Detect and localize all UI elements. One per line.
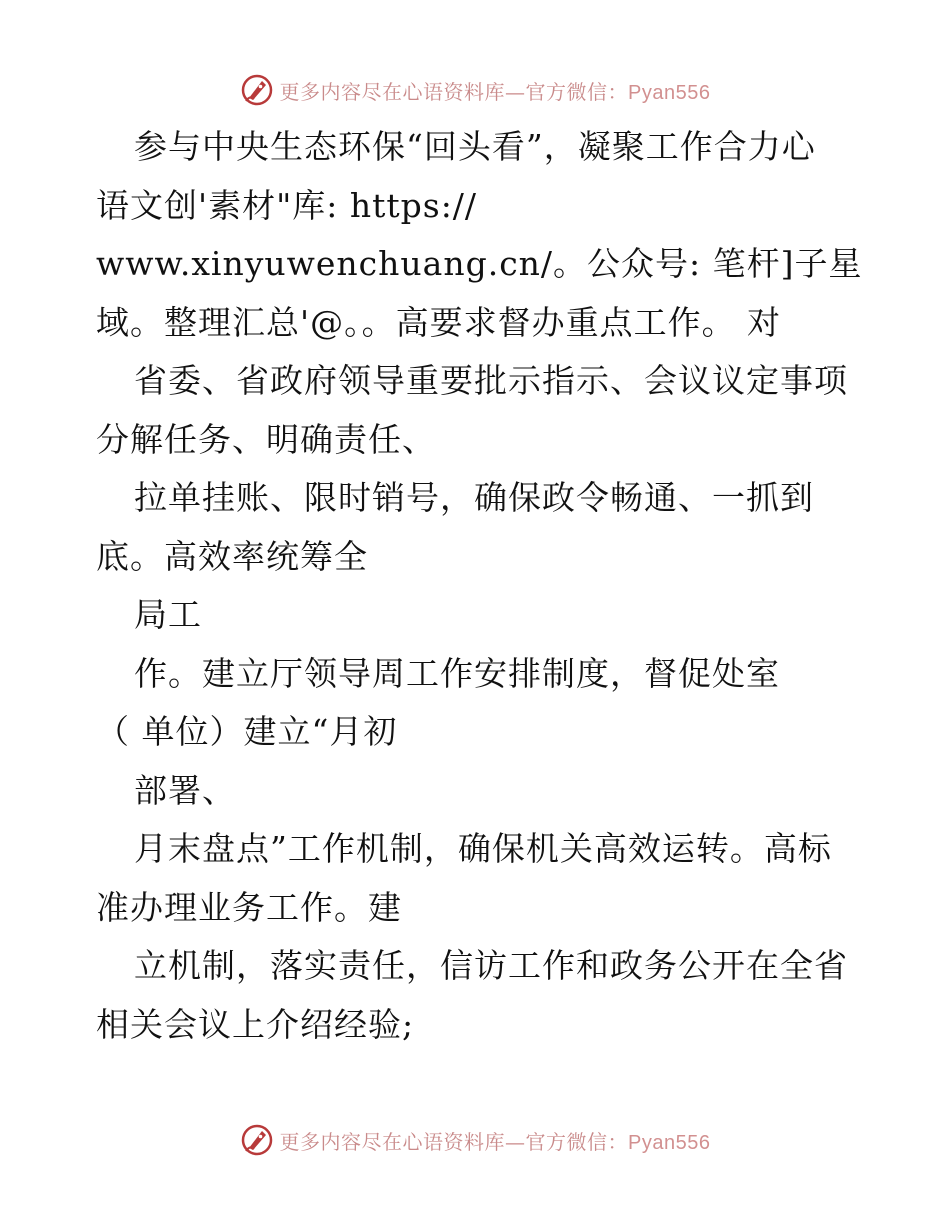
text-line: 底。高效率统筹全 <box>96 536 368 576</box>
text-line: 拉单挂账、限时销号，确保政令畅通、一抓到 <box>134 478 814 517</box>
text-line: 立机制，落实责任，信访工作和政务公开在全省 <box>134 946 848 985</box>
text-line: 部署、 <box>134 770 236 810</box>
text-line: 参与中央生态环保“回头看”，凝聚工作合力心 <box>134 127 816 166</box>
document-body <box>96 118 876 1054</box>
banner-wechat-id: Pyan556 <box>628 81 711 104</box>
text-line: 省委、省政府领导重要批示指示、会议议定事项 <box>134 361 848 400</box>
text-line: 相关会议上介绍经验; <box>96 1004 415 1044</box>
banner-text <box>280 76 711 105</box>
text-line: 月末盘点”工作机制，确保机关高效运转。高标 <box>134 829 832 868</box>
text-line: 准办理业务工作。建 <box>96 887 402 927</box>
text-line: www.xinyuwenchuang.cn/。公众号: 笔杆]子星 <box>96 244 863 283</box>
banner-label: 更多内容尽在心语资料库—官方微信： <box>279 1129 629 1154</box>
text-line: （ 单位）建立“月初 <box>96 712 398 751</box>
text-line: 语文创'素材"库: https:// <box>96 185 478 225</box>
text-line: 作。建立厅领导周工作安排制度，督促处室 <box>134 653 780 693</box>
banner-text <box>280 1126 711 1155</box>
text-line: 局工 <box>134 595 202 634</box>
pen-nib-logo-icon <box>240 73 274 107</box>
banner-wechat-id: Pyan556 <box>628 1131 711 1154</box>
banner-label: 更多内容尽在心语资料库—官方微信： <box>279 79 629 104</box>
pen-nib-logo-icon <box>240 1123 274 1157</box>
header-banner <box>0 70 950 110</box>
footer-banner <box>0 1120 950 1160</box>
text-line: 分解任务、明确责任、 <box>96 419 436 459</box>
text-line: 域。整理汇总'@。。高要求督办重点工作。 对 <box>96 302 782 342</box>
